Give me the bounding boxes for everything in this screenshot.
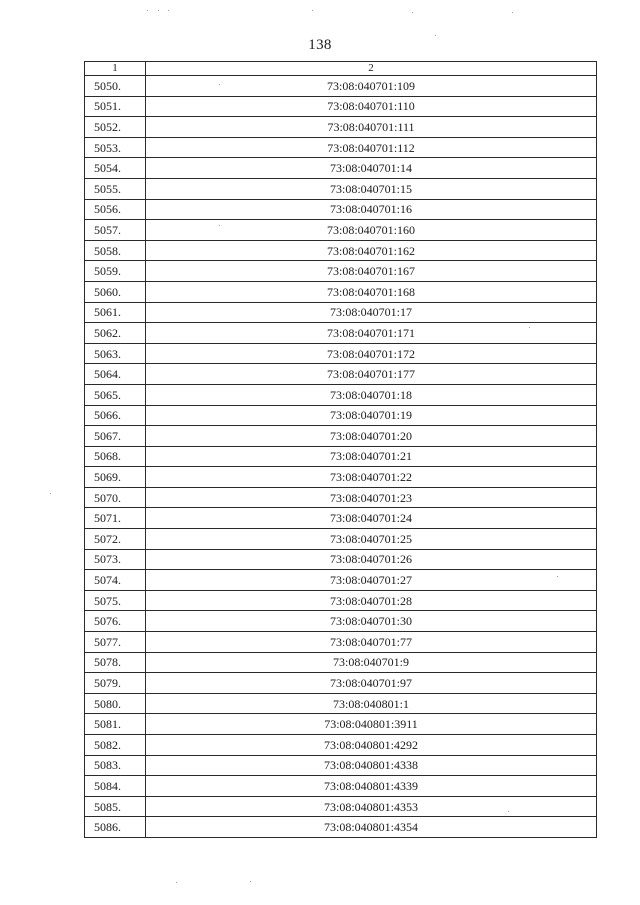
cadastral-number-cell: 73:08:040701:30 [146,611,597,632]
row-number-cell: 5065. [85,384,146,405]
table-row [85,384,597,405]
table-row [85,76,597,97]
scan-speck [50,493,51,494]
table-row [85,529,597,550]
table-row [85,446,597,467]
cadastral-number-cell: 73:08:040701:16 [146,199,597,220]
scan-speck [512,12,513,13]
scan-speck [158,10,159,11]
table-row [85,755,597,776]
header-row [85,62,597,76]
cadastral-number-cell: 73:08:040701:77 [146,632,597,653]
cadastral-number-cell: 73:08:040701:19 [146,405,597,426]
row-number-cell: 5052. [85,117,146,138]
cadastral-number-cell: 73:08:040701:168 [146,281,597,302]
row-number-cell: 5056. [85,199,146,220]
table-row [85,220,597,241]
row-number-cell: 5050. [85,76,146,97]
cadastral-number-cell: 73:08:040701:14 [146,158,597,179]
row-number-cell: 5077. [85,632,146,653]
scan-speck [557,576,558,577]
row-number-cell: 5067. [85,426,146,447]
table-row [85,117,597,138]
table-row [85,735,597,756]
cadastral-number-cell: 73:08:040701:25 [146,529,597,550]
scan-speck [435,35,436,36]
table-row [85,281,597,302]
table-row [85,817,597,838]
row-number-cell: 5076. [85,611,146,632]
scan-speck [168,10,169,11]
table-body [85,76,597,838]
cadastral-number-cell: 73:08:040801:4354 [146,817,597,838]
cadastral-number-cell: 73:08:040701:112 [146,137,597,158]
row-number-cell: 5057. [85,220,146,241]
row-number-cell: 5053. [85,137,146,158]
row-number-cell: 5063. [85,343,146,364]
table-row [85,776,597,797]
cadastral-number-cell: 73:08:040801:3911 [146,714,597,735]
table-row [85,632,597,653]
column-header-number: 1 [85,62,146,76]
row-number-cell: 5058. [85,240,146,261]
cadastral-number-cell: 73:08:040701:28 [146,590,597,611]
table-row [85,240,597,261]
cadastral-number-cell: 73:08:040701:23 [146,487,597,508]
row-number-cell: 5061. [85,302,146,323]
cadastral-number-cell: 73:08:040701:9 [146,652,597,673]
column-header-code: 2 [146,62,597,76]
cadastral-number-cell: 73:08:040801:4292 [146,735,597,756]
cadastral-number-cell: 73:08:040701:26 [146,549,597,570]
table-row [85,405,597,426]
row-number-cell: 5064. [85,364,146,385]
row-number-cell: 5059. [85,261,146,282]
row-number-cell: 5075. [85,590,146,611]
cadastral-number-cell: 73:08:040701:177 [146,364,597,385]
table-row [85,693,597,714]
row-number-cell: 5071. [85,508,146,529]
table-row [85,364,597,385]
row-number-cell: 5085. [85,796,146,817]
cadastral-number-cell: 73:08:040801:4353 [146,796,597,817]
cadastral-number-cell: 73:08:040701:171 [146,323,597,344]
scan-speck [312,10,313,11]
row-number-cell: 5060. [85,281,146,302]
scan-speck [529,327,530,328]
cadastral-number-cell: 73:08:040801:4339 [146,776,597,797]
row-number-cell: 5051. [85,96,146,117]
cadastral-number-cell: 73:08:040701:24 [146,508,597,529]
cadastral-table [84,61,597,838]
table-row [85,178,597,199]
table-row [85,137,597,158]
row-number-cell: 5079. [85,673,146,694]
row-number-cell: 5086. [85,817,146,838]
row-number-cell: 5078. [85,652,146,673]
cadastral-number-cell: 73:08:040701:20 [146,426,597,447]
scan-speck [147,10,148,11]
cadastral-number-cell: 73:08:040701:167 [146,261,597,282]
row-number-cell: 5083. [85,755,146,776]
row-number-cell: 5070. [85,487,146,508]
table-row [85,652,597,673]
table-row [85,158,597,179]
cadastral-number-cell: 73:08:040701:110 [146,96,597,117]
table-row [85,487,597,508]
row-number-cell: 5062. [85,323,146,344]
table-row [85,714,597,735]
row-number-cell: 5074. [85,570,146,591]
page-number: 138 [308,37,332,53]
cadastral-number-cell: 73:08:040701:17 [146,302,597,323]
cadastral-number-cell: 73:08:040701:21 [146,446,597,467]
scan-speck [508,811,509,812]
cadastral-number-cell: 73:08:040701:162 [146,240,597,261]
row-number-cell: 5082. [85,735,146,756]
row-number-cell: 5080. [85,693,146,714]
table-row [85,96,597,117]
table-row [85,590,597,611]
table-row [85,343,597,364]
table-header [85,62,597,76]
row-number-cell: 5081. [85,714,146,735]
table-row [85,199,597,220]
table-row [85,570,597,591]
cadastral-number-cell: 73:08:040701:15 [146,178,597,199]
row-number-cell: 5055. [85,178,146,199]
table-row [85,323,597,344]
row-number-cell: 5068. [85,446,146,467]
scan-speck [219,84,220,85]
cadastral-number-cell: 73:08:040801:4338 [146,755,597,776]
table-row [85,467,597,488]
row-number-cell: 5084. [85,776,146,797]
cadastral-number-cell: 73:08:040701:160 [146,220,597,241]
table-row [85,796,597,817]
cadastral-number-cell: 73:08:040701:97 [146,673,597,694]
cadastral-number-cell: 73:08:040701:172 [146,343,597,364]
scan-speck [412,12,413,13]
cadastral-number-cell: 73:08:040701:18 [146,384,597,405]
table-row [85,508,597,529]
scan-speck [250,881,251,882]
scan-speck [176,882,177,883]
cadastral-number-cell: 73:08:040701:111 [146,117,597,138]
cadastral-number-cell: 73:08:040701:22 [146,467,597,488]
table-row [85,611,597,632]
row-number-cell: 5072. [85,529,146,550]
table-row [85,549,597,570]
scan-speck [219,225,220,226]
cadastral-number-cell: 73:08:040701:109 [146,76,597,97]
table-row [85,302,597,323]
row-number-cell: 5069. [85,467,146,488]
table-row [85,261,597,282]
row-number-cell: 5054. [85,158,146,179]
row-number-cell: 5066. [85,405,146,426]
cadastral-number-cell: 73:08:040801:1 [146,693,597,714]
cadastral-number-cell: 73:08:040701:27 [146,570,597,591]
table-row [85,426,597,447]
row-number-cell: 5073. [85,549,146,570]
table-row [85,673,597,694]
